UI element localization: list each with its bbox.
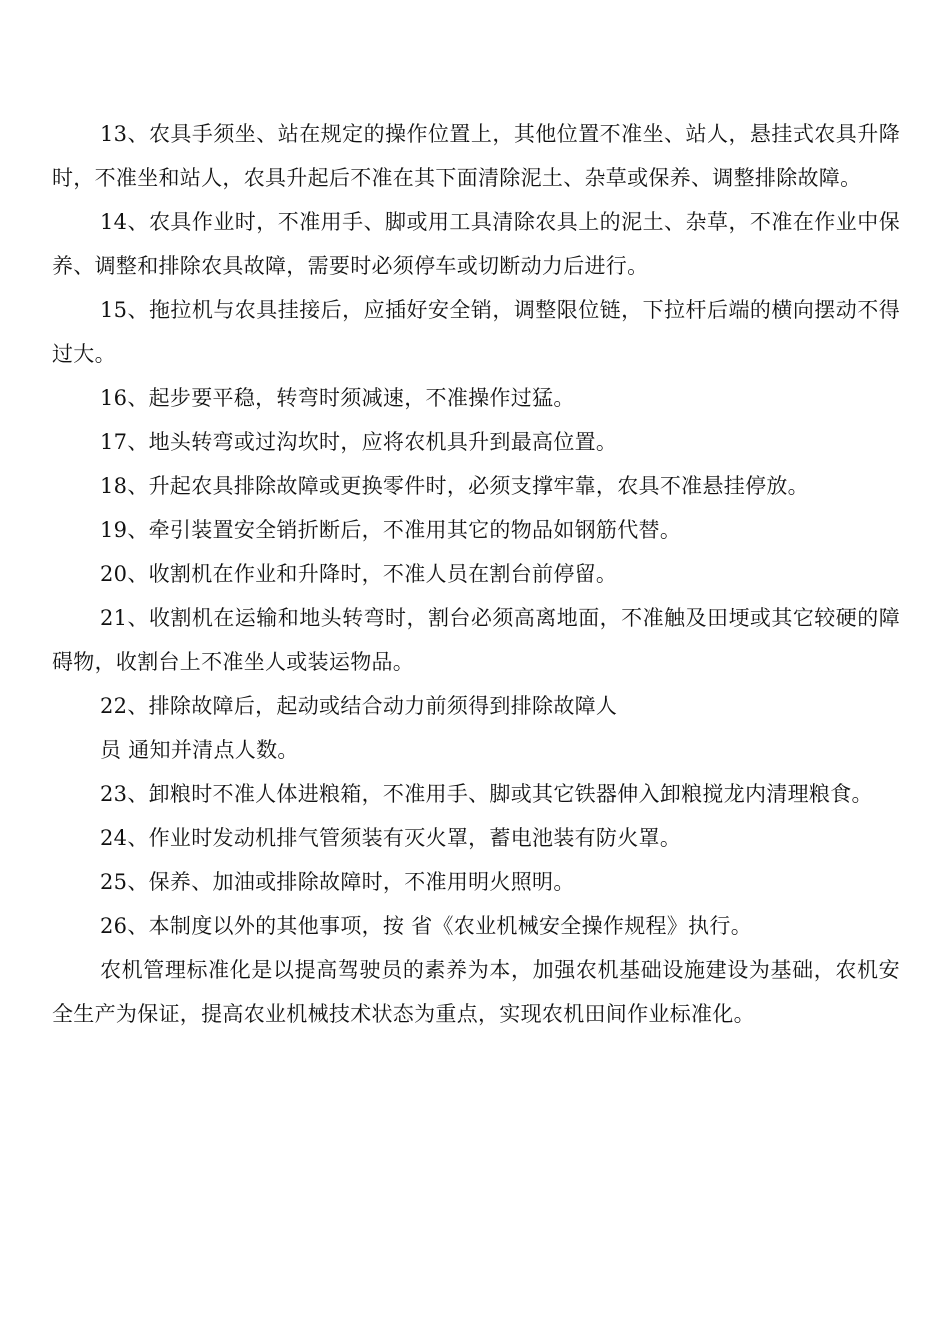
paragraph-rule-24: 24、作业时发动机排气管须装有灭火罩，蓄电池装有防火罩。 bbox=[100, 826, 682, 850]
paragraph-rule-13: 13、农具手须坐、站在规定的操作位置上，其他位置不准坐、站人，悬挂式农具升降时，不准坐和站人，农具升起后不准在其下面清除泥土、杂草或保养、调整排除故障。 bbox=[52, 122, 900, 190]
paragraph-rule-20: 20、收割机在作业和升降时，不准人员在割台前停留。 bbox=[100, 562, 618, 586]
paragraph-rule-22-continued: 员 通知并清点人数。 bbox=[100, 738, 299, 762]
paragraph-rule-18: 18、升起农具排除故障或更换零件时，必须支撑牢靠，农具不准悬挂停放。 bbox=[100, 474, 809, 498]
paragraph-rule-23: 23、卸粮时不准人体进粮箱，不准用手、脚或其它铁器伸入卸粮搅龙内清理粮食。 bbox=[100, 782, 873, 806]
paragraph-rule-15: 15、拖拉机与农具挂接后，应插好安全销，调整限位链，下拉杆后端的横向摆动不得过大。 bbox=[52, 298, 900, 366]
paragraph-summary: 农机管理标准化是以提高驾驶员的素养为本，加强农机基础设施建设为基础，农机安全生产为保证，提高农业机械技术状态为重点，实现农机田间作业标准化。 bbox=[52, 958, 900, 1026]
paragraph-rule-17: 17、地头转弯或过沟坎时，应将农机具升到最高位置。 bbox=[100, 430, 618, 454]
document-body bbox=[52, 112, 900, 1036]
paragraph-rule-21: 21、收割机在运输和地头转弯时，割台必须高离地面，不准触及田埂或其它较硬的障碍物，收割台上不准坐人或装运物品。 bbox=[52, 606, 900, 674]
paragraph-rule-14: 14、农具作业时，不准用手、脚或用工具清除农具上的泥土、杂草，不准在作业中保养、调整和排除农具故障，需要时必须停车或切断动力后进行。 bbox=[52, 210, 900, 278]
paragraph-rule-25: 25、保养、加油或排除故障时，不准用明火照明。 bbox=[100, 870, 575, 894]
paragraph-rule-19: 19、牵引装置安全销折断后，不准用其它的物品如钢筋代替。 bbox=[100, 518, 682, 542]
paragraph-rule-26: 26、本制度以外的其他事项，按 省《农业机械安全操作规程》执行。 bbox=[100, 914, 752, 938]
paragraph-rule-16: 16、起步要平稳，转弯时须减速，不准操作过猛。 bbox=[100, 386, 575, 410]
paragraph-rule-22: 22、排除故障后，起动或结合动力前须得到排除故障人 bbox=[100, 694, 618, 718]
